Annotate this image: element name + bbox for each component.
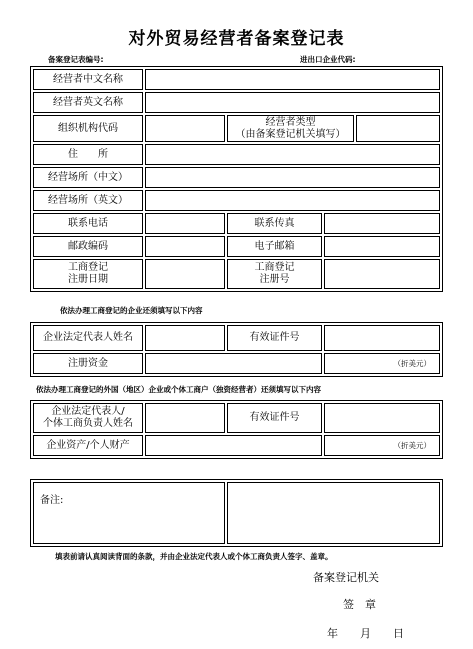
rep2-label (33, 403, 143, 433)
capital-unit: （折美元） (324, 353, 440, 374)
reg-no-line2: 注册号 (259, 274, 290, 285)
section2-note: 依法办理工商登记的外国（地区）企业或个体工商户（独资经营者）还须填写以下内容 (36, 385, 321, 394)
section1-table (30, 322, 443, 377)
rep2-line1: 企业法定代表人/ (51, 406, 125, 417)
domicile-field[interactable] (145, 144, 440, 165)
reg-no-label (227, 259, 322, 289)
org-code-field[interactable] (145, 115, 225, 142)
cn-name-label: 经营者中文名称 (33, 69, 143, 90)
fax-label: 联系传真 (227, 213, 322, 234)
legal-rep-label: 企业法定代表人姓名 (33, 325, 143, 351)
assets-label: 企业资产/个人财产 (33, 435, 143, 456)
assets-unit: （折美元） (324, 435, 440, 456)
id-no-field-1[interactable] (324, 325, 440, 351)
place-en-field[interactable] (145, 190, 440, 211)
cn-name-field[interactable] (145, 69, 440, 90)
reg-no-field[interactable] (324, 259, 440, 289)
fax-field[interactable] (324, 213, 440, 234)
capital-field[interactable] (145, 353, 322, 374)
id-no-label-1: 有效证件号 (227, 325, 322, 351)
operator-type-line1: 经营者类型 (265, 116, 316, 128)
reg-date-field[interactable] (145, 259, 225, 289)
reg-date-label (33, 259, 143, 289)
id-no-label-2: 有效证件号 (227, 403, 322, 433)
email-label: 电子邮箱 (227, 236, 322, 257)
place-cn-label: 经营场所（中文） (33, 167, 143, 188)
remark-box (30, 479, 443, 547)
reg-no-line1: 工商登记 (254, 262, 295, 273)
operator-type-field[interactable] (356, 115, 440, 142)
remark-field[interactable] (227, 482, 440, 544)
zip-label: 邮政编码 (33, 236, 143, 257)
remark-label[interactable]: 备注: (33, 482, 225, 544)
date-line: 年 月 日 (327, 627, 404, 640)
section2-table (30, 400, 443, 459)
capital-label: 注册资金 (33, 353, 143, 374)
bottom-note: 填表前请认真阅读背面的条款，并由企业法定代表人或个体工商负责人签字、盖章。 (55, 552, 333, 561)
email-field[interactable] (324, 236, 440, 257)
main-table (30, 66, 443, 292)
seal-label: 签 章 (343, 598, 376, 611)
reg-date-line2: 注册日期 (68, 274, 108, 285)
section1-note: 依法办理工商登记的企业还须填写以下内容 (60, 306, 203, 315)
record-no-label: 备案登记表编号: (48, 55, 104, 64)
phone-field[interactable] (145, 213, 225, 234)
ie-code-label: 进出口企业代码: (300, 55, 356, 64)
authority-label: 备案登记机关 (313, 571, 379, 584)
reg-date-line1: 工商登记 (68, 262, 108, 273)
en-name-field[interactable] (145, 92, 440, 113)
en-name-label: 经营者英文名称 (33, 92, 143, 113)
rep2-line2: 个体工商负责人姓名 (43, 418, 133, 429)
place-en-label: 经营场所（英文） (33, 190, 143, 211)
place-cn-field[interactable] (145, 167, 440, 188)
form-title: 对外贸易经营者备案登记表 (128, 29, 345, 49)
domicile-label: 住 所 (33, 144, 143, 165)
legal-rep-field[interactable] (145, 325, 225, 351)
rep2-field[interactable] (145, 403, 225, 433)
zip-field[interactable] (145, 236, 225, 257)
phone-label: 联系电话 (33, 213, 143, 234)
operator-type-label (227, 115, 354, 142)
operator-type-line2: （由备案登记机关填写） (235, 128, 346, 140)
id-no-field-2[interactable] (324, 403, 440, 433)
org-code-label: 组织机构代码 (33, 115, 143, 142)
assets-field[interactable] (145, 435, 322, 456)
